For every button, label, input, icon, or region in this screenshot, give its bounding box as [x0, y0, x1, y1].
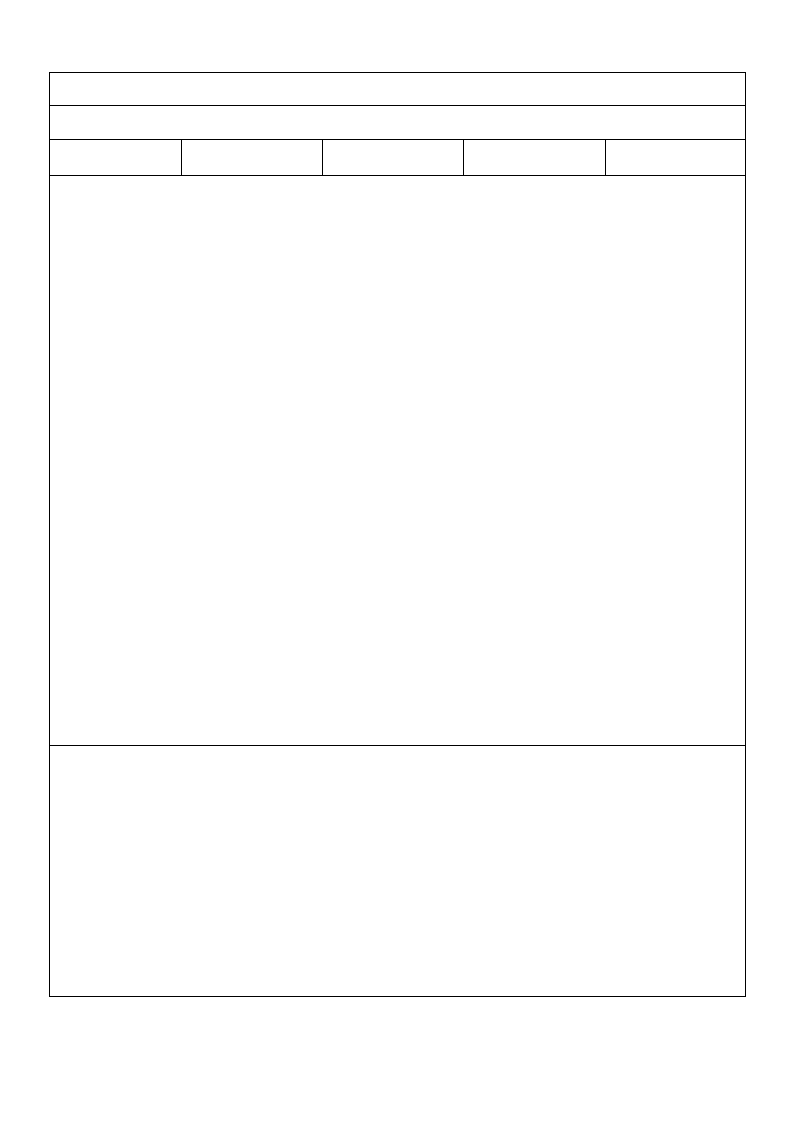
provider-cell	[464, 140, 606, 175]
notice-text	[49, 745, 746, 765]
provider-cell	[606, 140, 746, 175]
page-subtitle	[49, 106, 746, 140]
provider-row	[49, 140, 746, 176]
provider-cell	[323, 140, 464, 175]
provider-cell	[182, 140, 323, 175]
provider-cell	[49, 140, 182, 175]
calendar-frame	[49, 72, 746, 997]
page-title	[49, 72, 746, 106]
